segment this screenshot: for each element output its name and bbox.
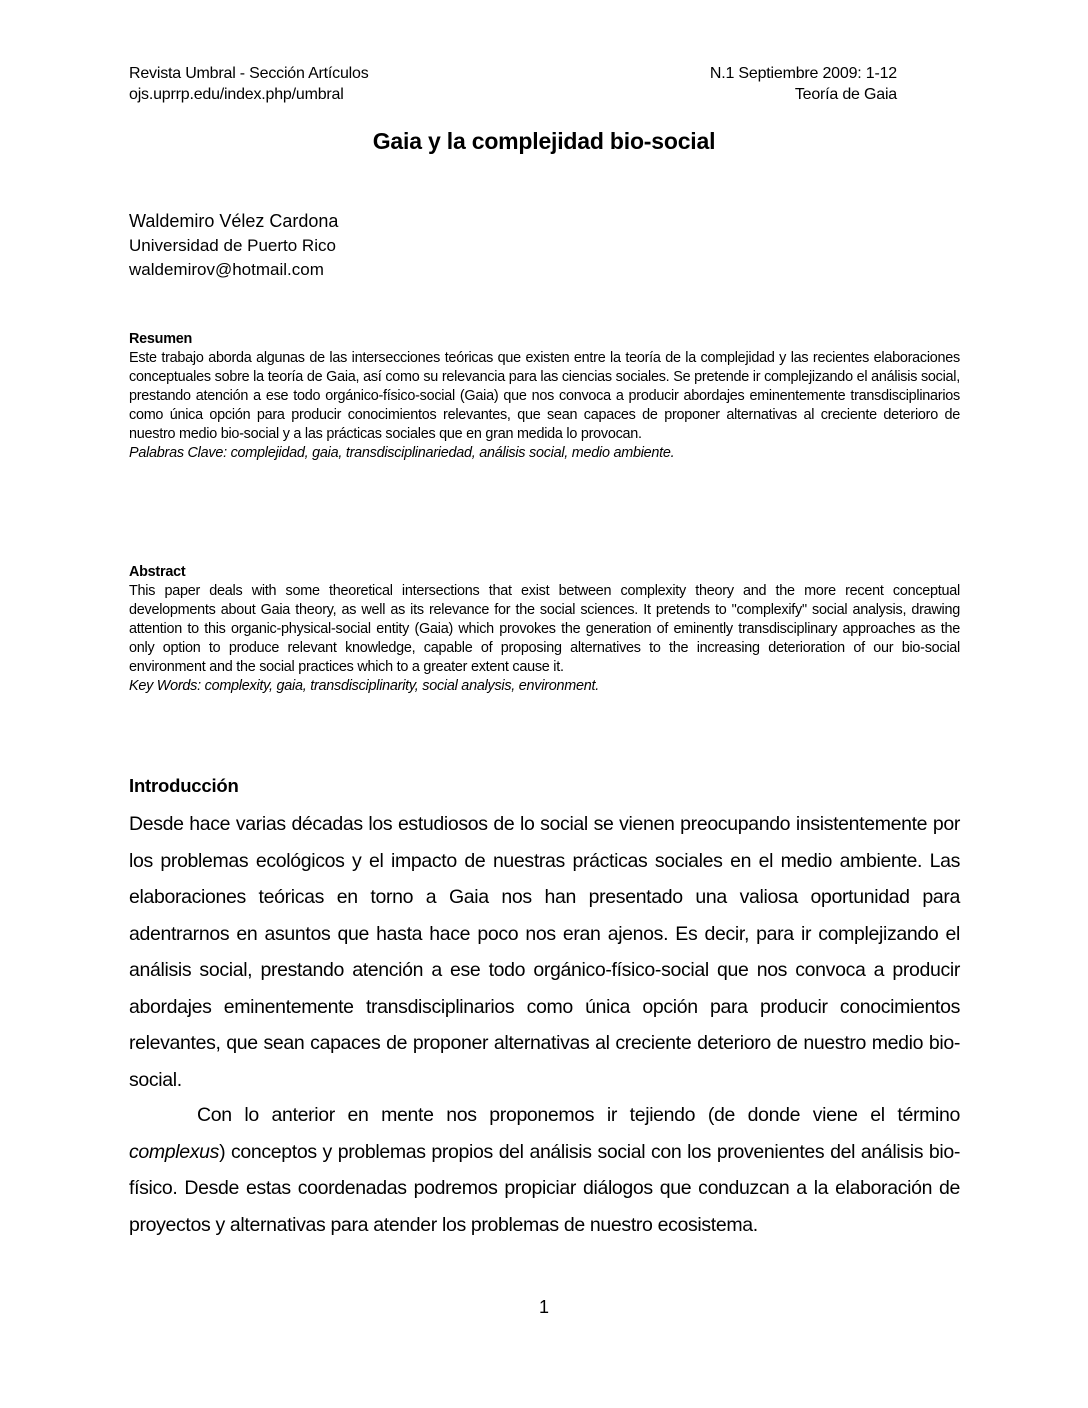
introduction-heading: Introducción	[129, 775, 239, 796]
section-name: Teoría de Gaia	[794, 86, 897, 103]
abstract-heading: Abstract	[129, 564, 186, 580]
page-number: 1	[538, 1297, 549, 1317]
resumen-section	[129, 330, 960, 463]
paragraph-2-start: Con lo anterior en mente nos proponemos ir tejiendo (de donde viene el término	[197, 1104, 960, 1126]
author-block	[129, 208, 338, 282]
abstract-keywords: Key Words: complexity, gaia, transdisciplinarity, social analysis, environment.	[129, 678, 599, 694]
resumen-keywords: Palabras Clave: complejidad, gaia, transdisciplinariedad, análisis social, medio ambiente.	[129, 445, 675, 461]
running-header-left	[129, 63, 369, 105]
paragraph-2-italic-term: complexus	[129, 1140, 220, 1163]
abstract-section	[129, 563, 960, 696]
introduction-paragraph-2	[129, 1097, 960, 1243]
author-affiliation: Universidad de Puerto Rico	[129, 236, 336, 255]
journal-url: ojs.uprrp.edu/index.php/umbral	[129, 86, 344, 103]
author-email: waldemirov@hotmail.com	[129, 260, 324, 279]
journal-name: Revista Umbral - Sección Artículos	[129, 65, 369, 82]
running-header-right	[710, 63, 897, 105]
paragraph-2-end: ) conceptos y problemas propios del análisis social con los provenientes del análisis bio-físico. Desde estas coordenadas podremos propiciar diálogos que conduzcan a la elaboración de proyectos y alternativas para atender los problemas de nuestro ecosistema.	[129, 1140, 960, 1236]
resumen-heading: Resumen	[129, 331, 193, 347]
introduction-paragraph-1: Desde hace varias décadas los estudiosos de lo social se vienen preocupando insistentemente por los problemas ecológicos y el impacto de nuestras prácticas sociales en el medio ambiente. Las elaboraciones teóricas en torno a Gaia nos han presentado una valiosa oportunidad para adentrarnos en asuntos que hasta hace poco nos eran ajenos. Es decir, para ir complejizando el análisis social, prestando atención a ese todo orgánico-físico-social que nos convoca a producir abordajes eminentemente transdisciplinarios como única opción para producir conocimientos relevantes, que sean capaces de proponer alternativas al creciente deterioro de nuestro medio bio-social.	[129, 813, 960, 1091]
article-title: Gaia y la complejidad bio-social	[372, 128, 716, 154]
author-name: Waldemiro Vélez Cardona	[129, 211, 339, 231]
resumen-body: Este trabajo aborda algunas de las intersecciones teóricas que existen entre la teoría de la complejidad y las recientes elaboraciones conceptuales sobre la teoría de Gaia, así como su relevancia para las ciencias sociales. Se pretende ir complejizando el análisis social, prestando atención a ese todo orgánico-físico-social (Gaia) que nos convoca a producir abordajes eminentemente transdisciplinarios como única opción para producir conocimientos relevantes, que sean capaces de proponer alternativas al creciente deterioro de nuestro medio bio-social y a las prácticas sociales que en gran medida lo provocan.	[129, 350, 960, 442]
abstract-body: This paper deals with some theoretical intersections that exist between complexity theory and the more recent conceptual developments about Gaia theory, as well as its relevance for the social sciences. It pretends to "complexify" social analysis, drawing attention to this organic-physical-social entity (Gaia) which provokes the generation of eminently transdisciplinary approaches as the only option to produce relevant knowledge, capable of proposing alternatives to the increasing deterioration of our bio-social environment and the social practices which to a greater extent cause it.	[129, 583, 960, 675]
issue-info: N.1 Septiembre 2009: 1-12	[709, 65, 897, 82]
